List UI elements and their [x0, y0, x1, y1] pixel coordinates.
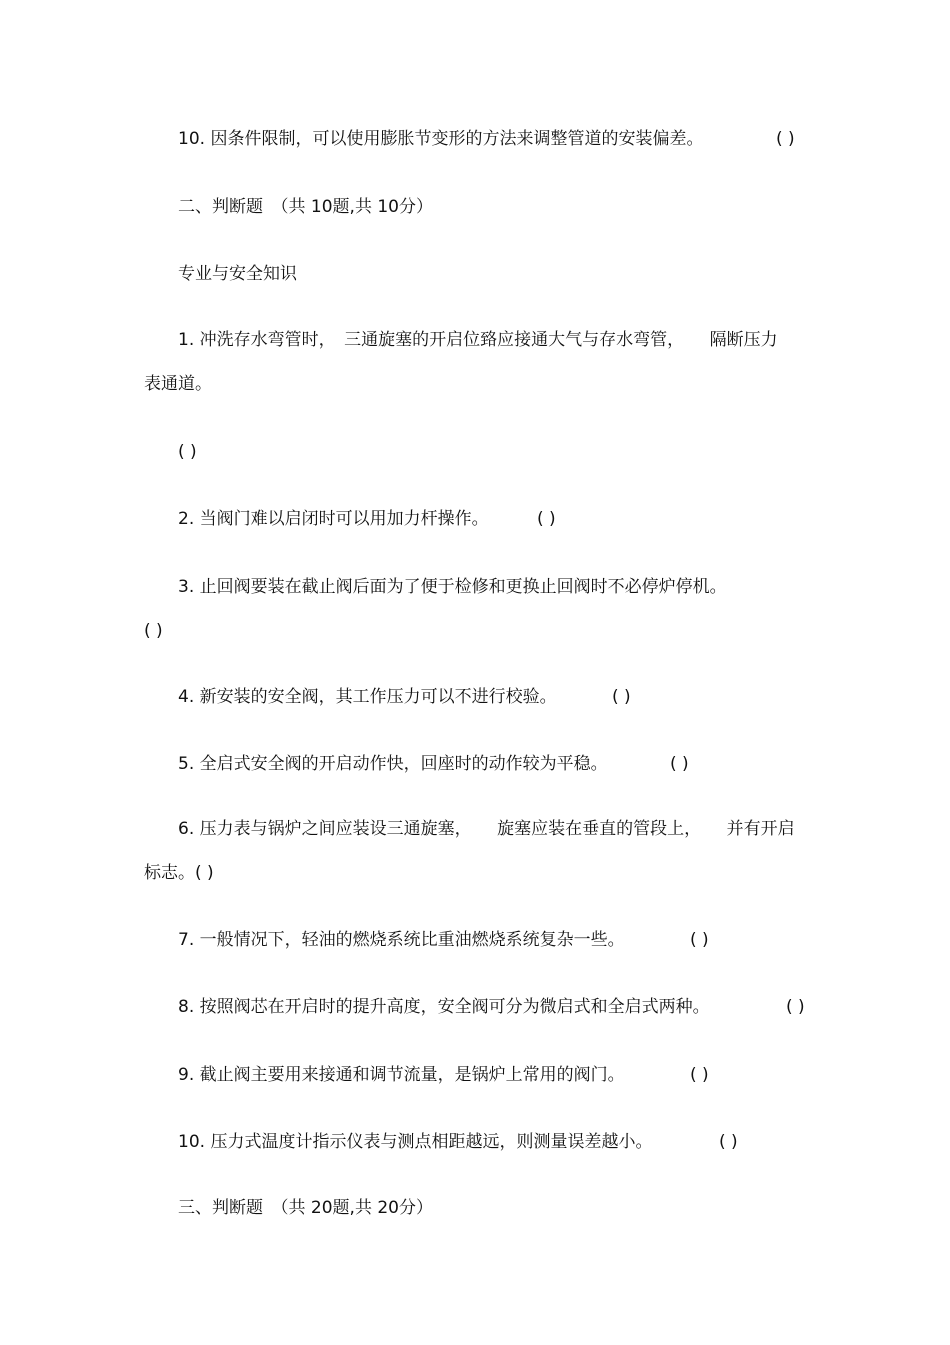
- answer-blank: ( ): [612, 687, 631, 707]
- answer-blank: ( ): [690, 930, 709, 950]
- question-1-text-continued: 表通道。: [144, 374, 212, 394]
- question-10-text: 10. 压力式温度计指示仪表与测点相距越远，则测量误差越小。: [178, 1132, 653, 1152]
- answer-blank: ( ): [144, 621, 163, 641]
- question-10-text: 10. 因条件限制，可以使用膨胀节变形的方法来调整管道的安装偏差。: [178, 129, 704, 149]
- answer-blank: ( ): [670, 754, 689, 774]
- question-6-text: 6. 压力表与锅炉之间应装设三通旋塞， 旋塞应装在垂直的管段上， 并有开启: [178, 819, 795, 839]
- question-6-text-continued: 标志。( ): [144, 863, 214, 883]
- answer-blank: ( ): [537, 509, 556, 529]
- question-5-text: 5. 全启式安全阀的开启动作快，回座时的动作较为平稳。: [178, 754, 608, 774]
- section-heading: 二、判断题 （共 10题,共 10分）: [178, 197, 433, 217]
- question-1-text: 1. 冲洗存水弯管时， 三通旋塞的开启位臵应接通大气与存水弯管， 隔断压力: [178, 330, 778, 350]
- question-8-text: 8. 按照阀芯在开启时的提升高度，安全阀可分为微启式和全启式两种。: [178, 997, 710, 1017]
- answer-blank: ( ): [690, 1065, 709, 1085]
- question-2-text: 2. 当阀门难以启闭时可以用加力杆操作。: [178, 509, 489, 529]
- question-3-text: 3. 止回阀要装在截止阀后面为了便于检修和更换止回阀时不必停炉停机。: [178, 577, 727, 597]
- question-7-text: 7. 一般情况下，轻油的燃烧系统比重油燃烧系统复杂一些。: [178, 930, 625, 950]
- answer-blank: ( ): [776, 129, 795, 149]
- section-heading: 三、判断题 （共 20题,共 20分）: [178, 1198, 433, 1218]
- section-subheading: 专业与安全知识: [178, 264, 297, 284]
- question-4-text: 4. 新安装的安全阀，其工作压力可以不进行校验。: [178, 687, 557, 707]
- answer-blank: ( ): [786, 997, 805, 1017]
- answer-blank: ( ): [178, 442, 197, 462]
- answer-blank: ( ): [719, 1132, 738, 1152]
- question-9-text: 9. 截止阀主要用来接通和调节流量，是锅炉上常用的阀门。: [178, 1065, 625, 1085]
